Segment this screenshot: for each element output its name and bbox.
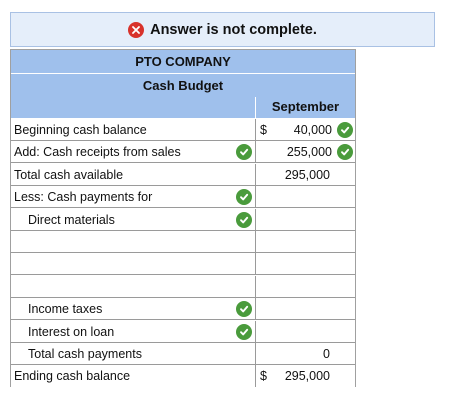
row-label: Income taxes (28, 302, 103, 317)
row-amount: 295,000 (284, 369, 330, 384)
table-row (11, 321, 355, 343)
row-amount: 40,000 (293, 123, 332, 137)
company-header (11, 50, 355, 74)
label-input-cell[interactable] (11, 164, 255, 186)
table-row (11, 231, 355, 253)
table-row (11, 298, 355, 320)
dollar-sign: $ (260, 369, 267, 384)
check-icon (337, 122, 353, 138)
amount-input-cell[interactable] (255, 321, 355, 343)
table-row (11, 365, 355, 387)
table-row (11, 164, 355, 186)
amount-input-cell[interactable] (255, 231, 355, 253)
amount-input-cell[interactable] (255, 253, 355, 275)
dollar-sign: $ (260, 123, 267, 137)
table-row (11, 141, 355, 163)
check-icon (236, 212, 252, 228)
label-input-cell[interactable] (11, 253, 255, 275)
row-label: Interest on loan (28, 324, 115, 339)
row-label: Total cash available (14, 167, 124, 182)
amount-input-cell[interactable] (255, 164, 355, 186)
row-label: Less: Cash payments for (14, 190, 153, 205)
label-input-cell[interactable] (11, 321, 255, 343)
label-input-cell[interactable] (11, 343, 255, 365)
amount-input-cell[interactable] (255, 209, 355, 231)
check-icon (236, 189, 252, 205)
company-name: PTO COMPANY (135, 54, 231, 69)
amount-input-cell[interactable] (255, 186, 355, 208)
table-row (11, 343, 355, 365)
month-header: September (271, 99, 340, 114)
table-row (11, 209, 355, 231)
label-input-cell[interactable] (11, 209, 255, 231)
label-input-cell[interactable] (11, 141, 255, 163)
amount-input-cell[interactable] (255, 119, 355, 141)
amount-input-cell[interactable] (255, 141, 355, 163)
row-label: Beginning cash balance (14, 123, 147, 137)
amount-input-cell[interactable] (255, 343, 355, 365)
amount-input-cell[interactable] (255, 276, 355, 298)
label-input-cell[interactable] (11, 231, 255, 253)
title-header (11, 74, 355, 97)
amount-input-cell[interactable] (255, 298, 355, 320)
check-icon (236, 144, 252, 160)
table-row (11, 119, 355, 141)
row-amount: 255,000 (286, 145, 332, 160)
row-label: Add: Cash receipts from sales (14, 145, 181, 160)
cash-budget-table (10, 49, 356, 387)
table-row (11, 253, 355, 275)
amount-input-cell[interactable] (255, 365, 355, 387)
banner-text: Answer is not complete. (150, 21, 317, 38)
check-icon (236, 301, 252, 317)
row-label: Total cash payments (28, 347, 142, 361)
answer-status-banner (10, 12, 435, 47)
check-icon (337, 144, 353, 160)
row-amount: 0 (323, 347, 330, 361)
table-row (11, 276, 355, 298)
row-amount: 295,000 (284, 167, 330, 182)
label-input-cell[interactable] (11, 119, 255, 141)
table-row (11, 186, 355, 208)
x-circle-icon (128, 22, 144, 38)
label-input-cell[interactable] (11, 298, 255, 320)
row-label: Ending cash balance (14, 369, 131, 384)
check-icon (236, 324, 252, 340)
column-header (11, 97, 355, 118)
row-label: Direct materials (28, 212, 115, 227)
table-title: Cash Budget (142, 78, 224, 93)
label-input-cell[interactable] (11, 186, 255, 208)
label-input-cell[interactable] (11, 276, 255, 298)
label-input-cell[interactable] (11, 365, 255, 387)
